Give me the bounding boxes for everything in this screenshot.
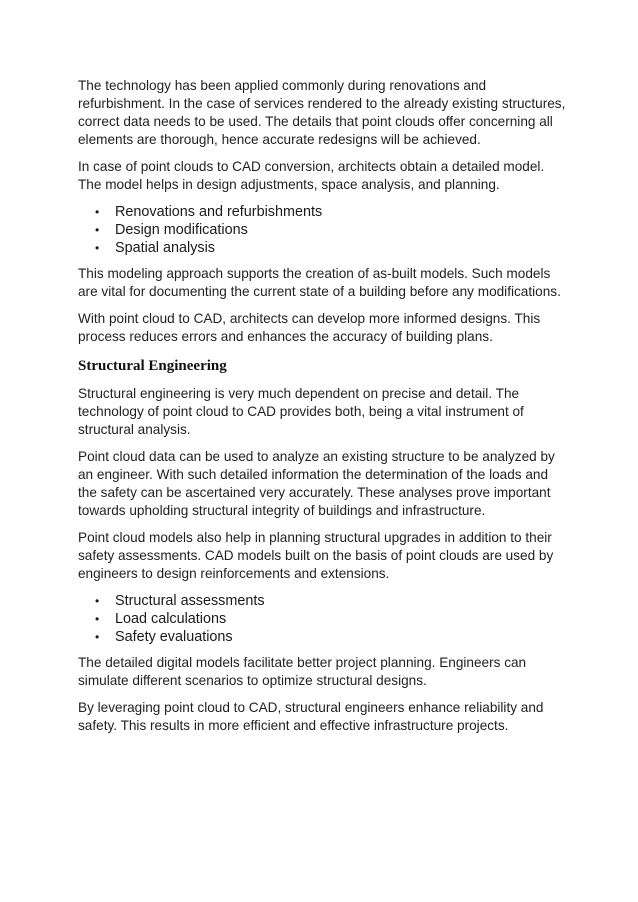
structural-benefits-list	[78, 592, 568, 646]
paragraph-reliability: By leveraging point cloud to CAD, structural engineers enhance reliability and safety. This results in more efficient and effective infrastructure projects.	[78, 700, 544, 733]
list-item-text: Design modifications	[115, 222, 248, 238]
paragraph-as-built-models: This modeling approach supports the creation of as-built models. Such models are vital for documenting the current state of a building before any modifications.	[78, 266, 561, 299]
list-item-text: Load calculations	[115, 611, 227, 627]
bullet-icon: •	[95, 223, 100, 237]
bullet-icon: •	[95, 241, 100, 255]
bullet-icon: •	[95, 612, 100, 626]
list-item	[95, 592, 568, 610]
paragraph-project-planning: The detailed digital models facilitate better project planning. Engineers can simulate different scenarios to optimize structural designs.	[78, 655, 527, 688]
paragraph-structural-upgrades: Point cloud models also help in planning structural upgrades in addition to their safety assessments. CAD models built on the basis of point clouds are used by engineers to design reinforcements and extensions.	[78, 530, 554, 581]
list-item-text: Renovations and refurbishments	[115, 204, 323, 220]
architecture-benefits-list	[78, 203, 568, 257]
paragraph-load-analysis: Point cloud data can be used to analyze an existing structure to be analyzed by an engineer. With such detailed information the determination of the loads and the safety can be ascertained very accurately. These analyses prove important towards upholding structural integrity of buildings and infrastructure.	[78, 449, 555, 518]
list-item	[95, 203, 568, 221]
bullet-icon: •	[95, 594, 100, 608]
paragraph-renovations: The technology has been applied commonly during renovations and refurbishment. In the case of services rendered to the already existing structures, correct data needs to be used. The details that point clouds offer concerning all elements are thorough, hence accurate redesigns will be achieved.	[78, 78, 566, 147]
paragraph-cad-conversion: In case of point clouds to CAD conversion, architects obtain a detailed model. The model helps in design adjustments, space analysis, and planning.	[78, 159, 545, 192]
paragraph-structural-intro: Structural engineering is very much dependent on precise and detail. The technology of point cloud to CAD provides both, being a vital instrument of structural analysis.	[78, 386, 524, 437]
list-item-text: Spatial analysis	[115, 240, 215, 256]
section-heading-structural-engineering: Structural Engineering	[78, 358, 227, 374]
bullet-icon: •	[95, 630, 100, 644]
list-item	[95, 628, 568, 646]
bullet-icon: •	[95, 205, 100, 219]
list-item	[95, 610, 568, 628]
list-item-text: Safety evaluations	[115, 629, 233, 645]
document-page	[78, 77, 568, 744]
list-item	[95, 239, 568, 257]
list-item	[95, 221, 568, 239]
list-item-text: Structural assessments	[115, 593, 265, 609]
paragraph-informed-designs: With point cloud to CAD, architects can develop more informed designs. This process reduces errors and enhances the accuracy of building plans.	[78, 311, 541, 344]
